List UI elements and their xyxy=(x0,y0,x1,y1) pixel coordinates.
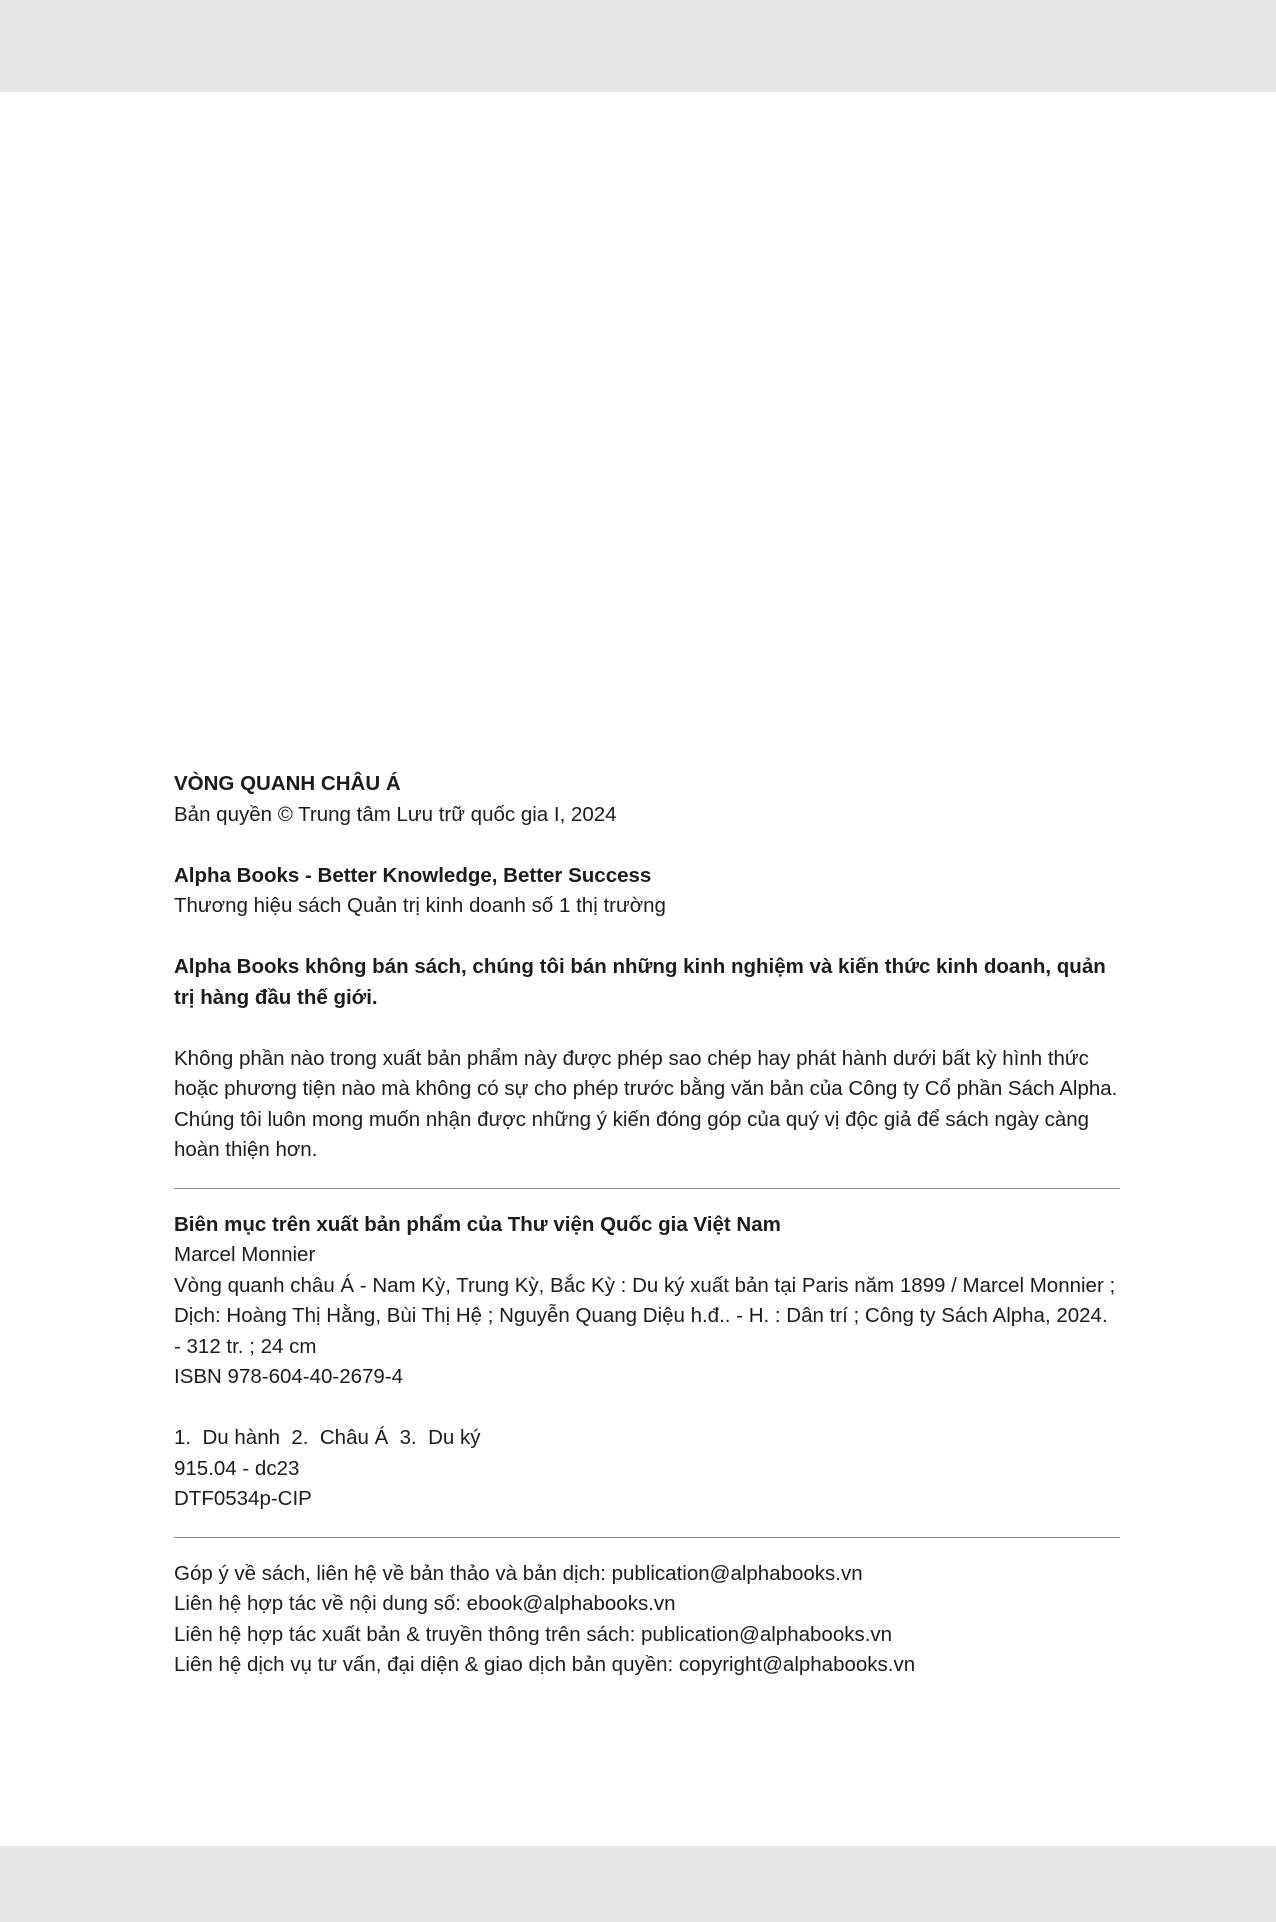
bottom-margin-band xyxy=(0,1846,1276,1922)
divider xyxy=(174,1537,1120,1538)
copyright-page xyxy=(174,769,1120,1681)
top-margin-band xyxy=(0,0,1276,92)
cataloging-heading: Biên mục trên xuất bản phẩm của Thư viện Quốc gia Việt Nam xyxy=(174,1212,781,1236)
contact-line: Liên hệ hợp tác về nội dung số: ebook@alphabooks.vn xyxy=(174,1592,676,1615)
cataloging-author: Marcel Monnier xyxy=(174,1243,316,1266)
brand-tagline: Thương hiệu sách Quản trị kinh doanh số 1 thị trường xyxy=(174,894,666,917)
divider xyxy=(174,1188,1120,1189)
copyright-line: Bản quyền © Trung tâm Lưu trữ quốc gia I, 2024 xyxy=(174,802,617,826)
contact-line: Góp ý về sách, liên hệ về bản thảo và bản dịch: publication@alphabooks.vn xyxy=(174,1561,863,1585)
spacer xyxy=(174,922,1120,953)
cataloging-isbn: ISBN 978-604-40-2679-4 xyxy=(174,1365,404,1388)
spacer xyxy=(174,1013,1120,1044)
contact-line: Liên hệ hợp tác xuất bản & truyền thông trên sách: publication@alphabooks.vn xyxy=(174,1622,893,1646)
copyright-notice: Không phần nào trong xuất bản phẩm này được phép sao chép hay phát hành dưới bất kỳ hình thức hoặc phương tiện nào mà không có sự cho phép trước bằng văn bản của Công ty Cổ phần Sách Alpha. Chúng tôi luôn mong muốn nhận được những ý kiến đóng góp của quý vị độc giả để sách ngày càng hoàn thiện hơn. xyxy=(174,1046,1118,1161)
brand-name: Alpha Books - Better Knowledge, Better Success xyxy=(174,863,652,887)
mission-statement: Alpha Books không bán sách, chúng tôi bán những kinh nghiệm và kiến thức kinh doanh, quản trị hàng đầu thế giới. xyxy=(174,955,1106,1009)
cataloging-description: Vòng quanh châu Á - Nam Kỳ, Trung Kỳ, Bắc Kỳ : Du ký xuất bản tại Paris năm 1899 / Marcel Monnier ; Dịch: Hoàng Thị Hằng, Bùi Thị Hệ ; Nguyễn Quang Diệu h.đ.. - H. : Dân trí ; Công ty Sách Alpha, 2024. - 312 tr. ; 24 cm xyxy=(174,1273,1116,1358)
cataloging-cip: DTF0534p-CIP xyxy=(174,1487,312,1510)
spacer xyxy=(174,830,1120,861)
contact-line: Liên hệ dịch vụ tư vấn, đại diện & giao dịch bản quyền: copyright@alphabooks.vn xyxy=(174,1653,916,1676)
cataloging-ddc: 915.04 - dc23 xyxy=(174,1456,300,1480)
book-title: VÒNG QUANH CHÂU Á xyxy=(174,772,401,795)
spacer xyxy=(174,1393,1120,1424)
cataloging-subjects: 1. Du hành 2. Châu Á 3. Du ký xyxy=(174,1426,481,1449)
